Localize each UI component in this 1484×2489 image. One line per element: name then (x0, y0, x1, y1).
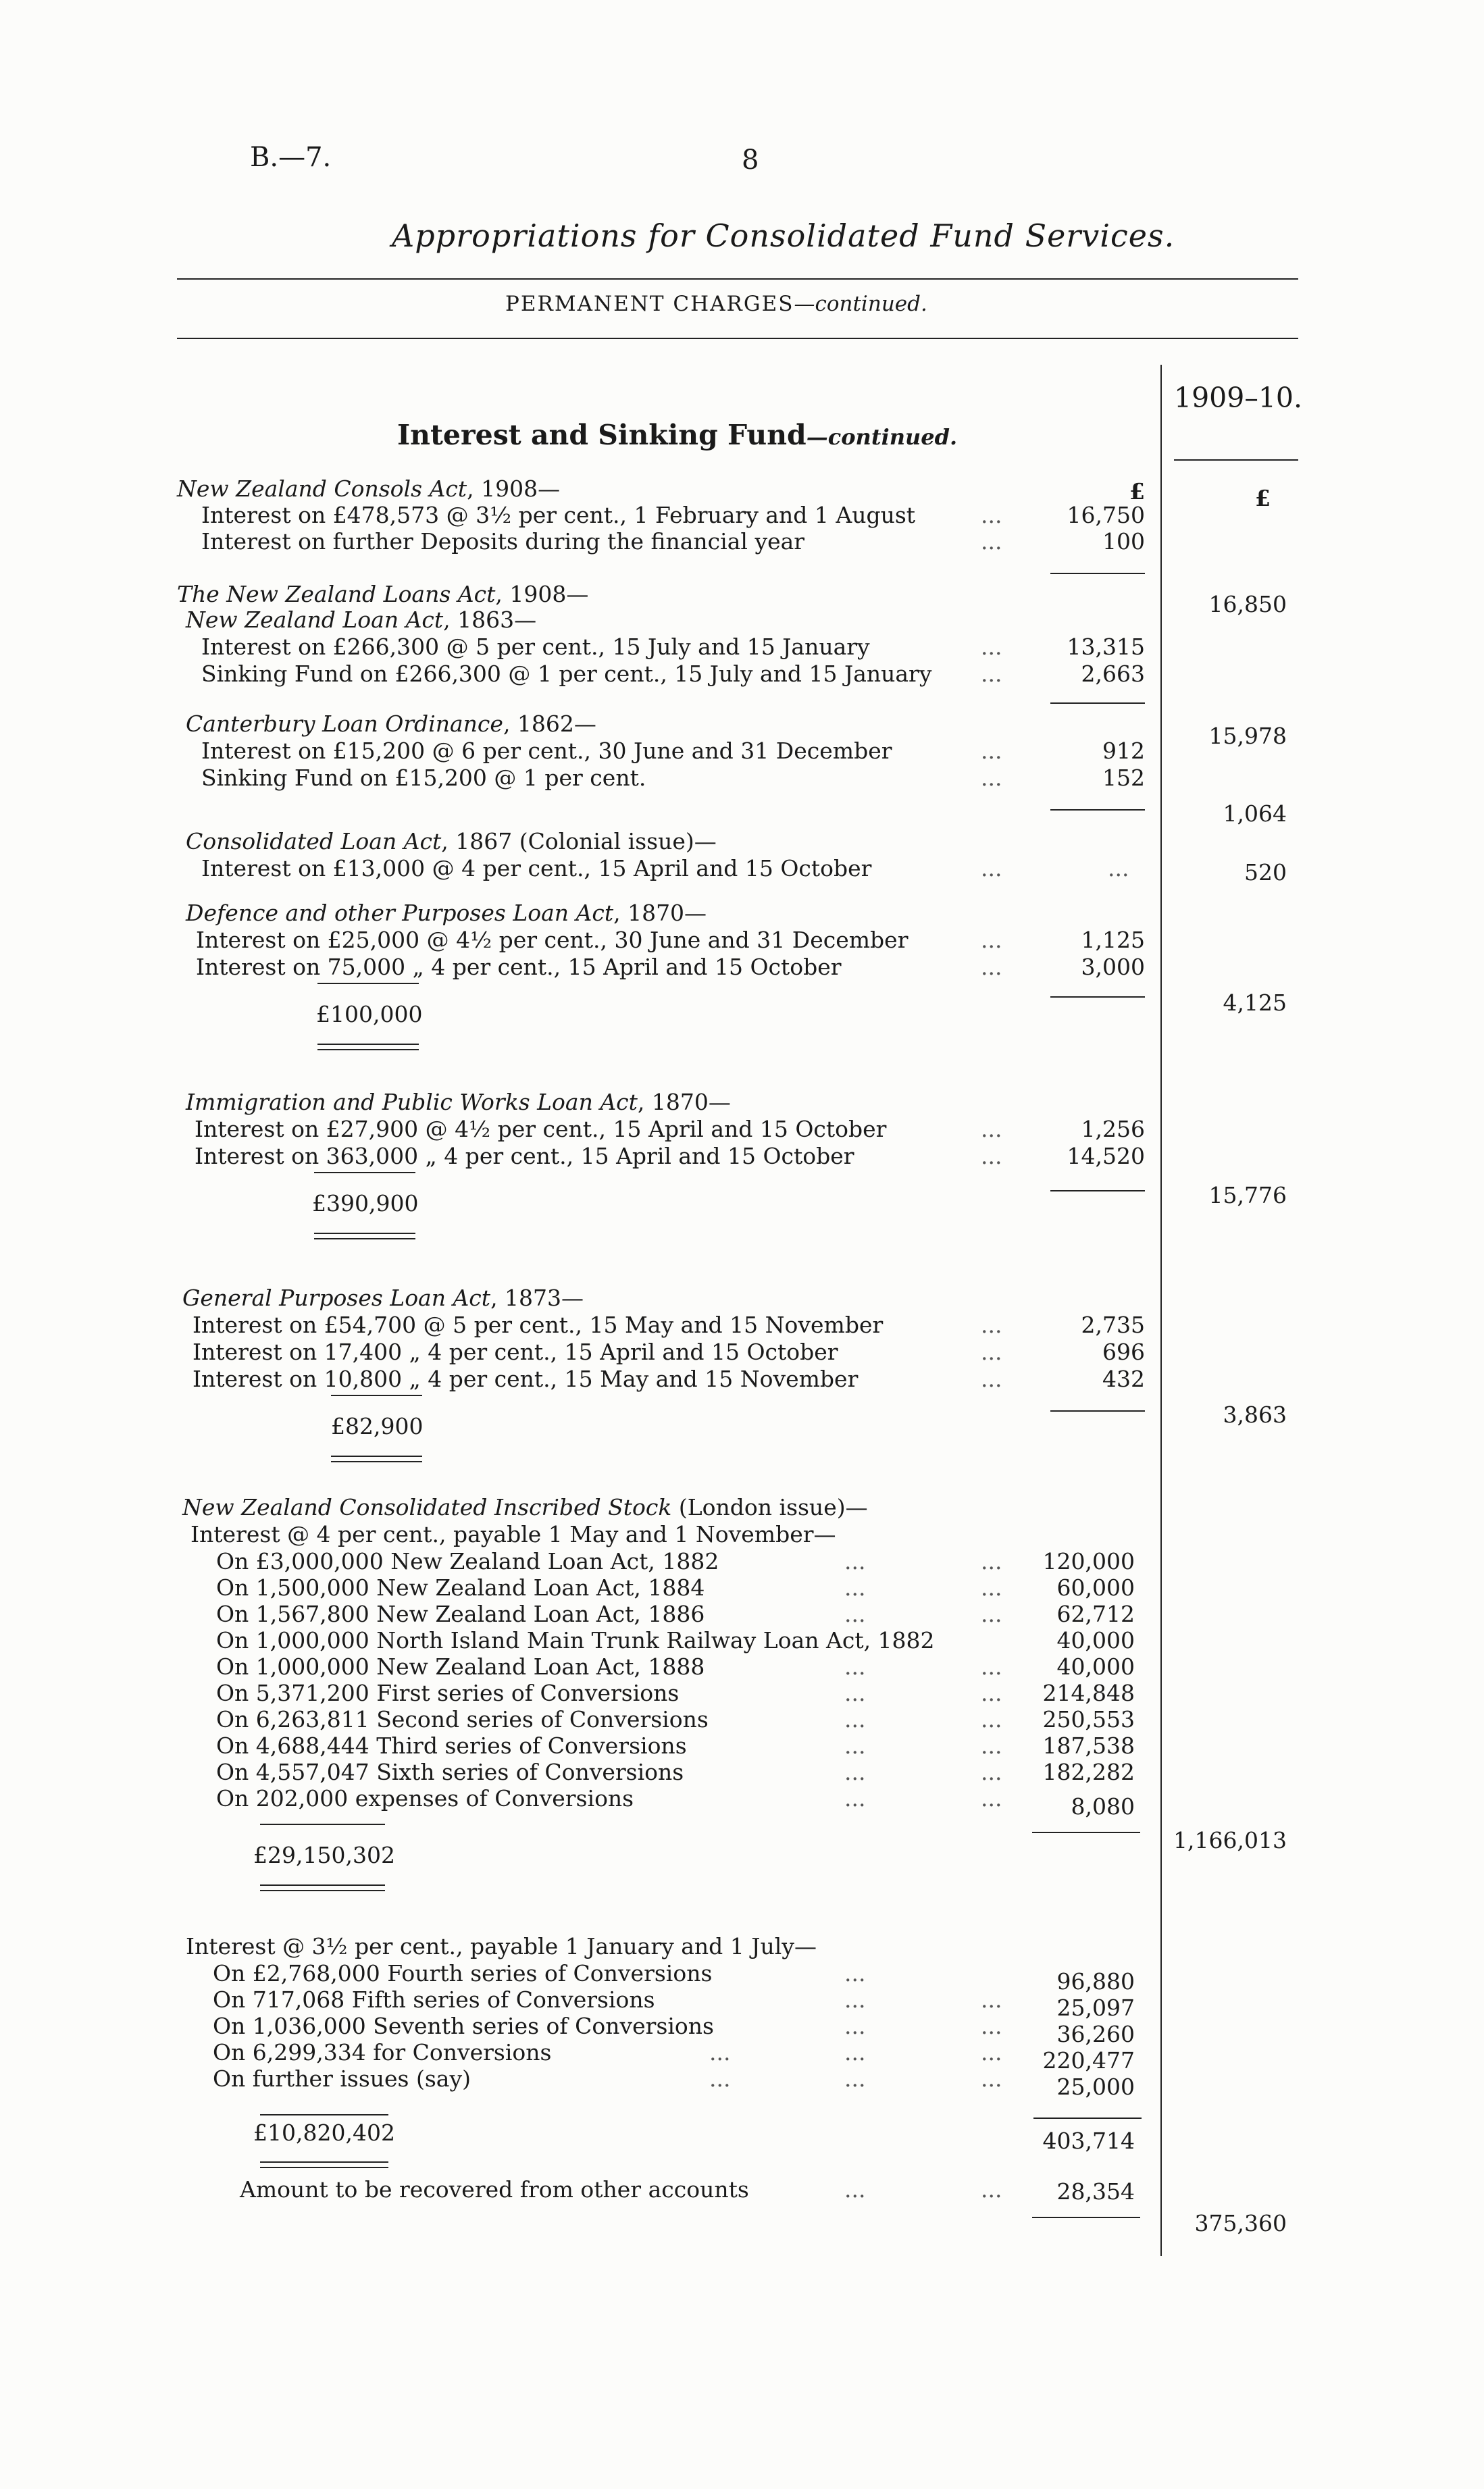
item-amount: 152 (1102, 765, 1145, 791)
stock-amount: 36,260 (1056, 2021, 1135, 2047)
stock-amount: 220,477 (1042, 2047, 1135, 2074)
section-subtitle: PERMANENT CHARGES—continued. (505, 292, 927, 316)
block-total: 4,125 (1223, 990, 1287, 1016)
principal-rule-bottom (317, 1049, 419, 1050)
rule-subtitle (177, 338, 1298, 339)
item-line: Interest on £27,900 @ 4½ per cent., 15 April and 15 October (195, 1116, 887, 1142)
leader-dots: ... (981, 1312, 1002, 1338)
recovery-line: Amount to be recovered from other accounts (240, 2176, 749, 2203)
leader-dots: ... (844, 2013, 866, 2039)
leader-dots: ... (981, 1785, 1002, 1812)
leader-dots: ... (981, 1680, 1002, 1706)
item-amount: 16,750 (1067, 502, 1145, 528)
subtotal-rule (1050, 809, 1145, 811)
principal-rule-top (314, 1172, 415, 1173)
item-line: Interest on 17,400 „ 4 per cent., 15 April and 15 October (193, 1339, 838, 1365)
principal-rule-bottom (260, 1884, 385, 1886)
stock-amount: 40,000 (1056, 1653, 1135, 1680)
principal-rule-top (331, 1395, 422, 1396)
leader-dots: ... (844, 1574, 866, 1601)
act-heading: The New Zealand Loans Act, 1908— (177, 581, 589, 607)
leader-dots: ... (844, 1733, 866, 1759)
principal-rule-bottom (314, 1238, 415, 1239)
leader-dots: ... (981, 661, 1002, 687)
item-amount: 1,256 (1081, 1116, 1145, 1142)
item-line: Interest on £478,573 @ 3½ per cent., 1 February and 1 August (201, 502, 916, 528)
stock-amount: 250,553 (1042, 1706, 1135, 1733)
block-total: 520 (1244, 859, 1287, 886)
leader-dots: ... (981, 855, 1002, 881)
stock-amount: 187,538 (1042, 1733, 1135, 1759)
stock-line: On 717,068 Fifth series of Conversions (213, 1986, 655, 2013)
leader-dots: ... (709, 2039, 731, 2065)
item-line: Sinking Fund on £266,300 @ 1 per cent., 15 July and 15 January (201, 661, 932, 687)
item-amount: 912 (1102, 738, 1145, 764)
leader-dots: ... (844, 1986, 866, 2013)
leader-dots: ... (844, 1785, 866, 1812)
stock-amount: 214,848 (1042, 1680, 1135, 1706)
leader-dots: ... (844, 2176, 866, 2203)
leader-dots: ... (844, 1706, 866, 1733)
stock-line: On 6,299,334 for Conversions (213, 2039, 552, 2065)
leader-dots: ... (844, 1960, 866, 1986)
leader-dots: ... (981, 2176, 1002, 2203)
leader-dots: ... (981, 1548, 1002, 1574)
leader-dots: ... (844, 2065, 866, 2092)
item-line: Interest on 75,000 „ 4 per cent., 15 April and 15 October (196, 954, 842, 980)
recovery-amount: 28,354 (1056, 2178, 1135, 2205)
act-heading: Immigration and Public Works Loan Act, 1870— (186, 1089, 731, 1115)
leader-dots: ... (981, 1986, 1002, 2013)
rule-top (177, 278, 1298, 280)
principal-total: £390,900 (312, 1190, 419, 1216)
subtotal-rule (1050, 573, 1145, 574)
principal-rule-top (260, 2114, 388, 2115)
currency-symbol-year: £ (1255, 485, 1271, 511)
stock-line: On 6,263,811 Second series of Conversions (216, 1706, 709, 1733)
interest-intro: Interest @ 4 per cent., payable 1 May and 1 November— (190, 1521, 836, 1547)
act-heading: New Zealand Consolidated Inscribed Stock (London issue)— (182, 1494, 868, 1520)
leader-dots: ... (844, 1653, 866, 1680)
currency-symbol-subcolumn: £ (1129, 478, 1145, 505)
stock-amount: 25,000 (1056, 2074, 1135, 2100)
principal-rule-bottom (331, 1456, 422, 1457)
column-divider (1160, 365, 1162, 2256)
act-heading: Consolidated Loan Act, 1867 (Colonial issue)— (186, 828, 717, 854)
principal-total: £10,820,402 (253, 2120, 395, 2146)
principal-rule-bottom (260, 2161, 388, 2163)
block-total: 1,166,013 (1173, 1827, 1287, 1853)
leader-dots: ... (981, 2039, 1002, 2065)
act-heading: Canterbury Loan Ordinance, 1862— (186, 711, 596, 737)
stock-line: On 4,557,047 Sixth series of Conversions (216, 1759, 684, 1785)
leader-dots: ... (981, 1116, 1002, 1142)
interest-intro: Interest @ 3½ per cent., payable 1 January and 1 July— (186, 1933, 817, 1959)
principal-total: £82,900 (331, 1413, 424, 1439)
subtotal-rule (1050, 1190, 1145, 1191)
stock-line: On £2,768,000 Fourth series of Conversions (213, 1960, 713, 1986)
subtotal-rule (1032, 2217, 1140, 2218)
principal-total: £100,000 (316, 1001, 423, 1027)
principal-rule-bottom (260, 2167, 388, 2168)
item-amount: 3,000 (1081, 954, 1145, 980)
stock-line: On 5,371,200 First series of Conversions (216, 1680, 680, 1706)
stock-line: On 1,000,000 North Island Main Trunk Railway Loan Act, 1882 (216, 1627, 935, 1653)
stock-amount: 96,880 (1056, 1968, 1135, 1995)
item-line: Interest on 10,800 „ 4 per cent., 15 May and 15 November (193, 1366, 859, 1392)
document-reference: B.—7. (250, 142, 332, 173)
item-amount: 2,663 (1081, 661, 1145, 687)
leader-dots: ... (981, 2065, 1002, 2092)
leader-dots: ... (981, 738, 1002, 764)
leader-dots: ... (1108, 855, 1129, 881)
principal-rule-bottom (317, 1044, 419, 1045)
item-line: Interest on further Deposits during the financial year (201, 528, 805, 555)
leader-dots: ... (844, 1680, 866, 1706)
principal-rule-bottom (260, 1890, 385, 1891)
subtotal-rule (1032, 1832, 1140, 1833)
block-total: 3,863 (1223, 1402, 1287, 1428)
subtotal-rule (1033, 2118, 1142, 2119)
block-total: 1,064 (1223, 800, 1287, 827)
act-heading: General Purposes Loan Act, 1873— (182, 1285, 584, 1311)
item-line: Interest on £266,300 @ 5 per cent., 15 July and 15 January (201, 634, 870, 660)
stock-line: On further issues (say) (213, 2065, 471, 2092)
principal-rule-top (260, 1824, 385, 1825)
principal-rule-bottom (314, 1233, 415, 1234)
stock-line: On 1,567,800 New Zealand Loan Act, 1886 (216, 1601, 705, 1627)
item-line: Interest on £25,000 @ 4½ per cent., 30 June and 31 December (196, 927, 909, 953)
leader-dots: ... (981, 2013, 1002, 2039)
item-line: Interest on 363,000 „ 4 per cent., 15 April and 15 October (195, 1143, 854, 1169)
leader-dots: ... (981, 1601, 1002, 1627)
column-year-heading: 1909–10. (1174, 382, 1303, 414)
leader-dots: ... (844, 1548, 866, 1574)
leader-dots: ... (981, 1759, 1002, 1785)
act-heading: Defence and other Purposes Loan Act, 1870— (186, 900, 707, 926)
act-heading: New Zealand Consols Act, 1908— (177, 476, 561, 502)
leader-dots: ... (844, 1601, 866, 1627)
page-title: Appropriations for Consolidated Fund Services. (392, 217, 1175, 254)
stock-line: On 4,688,444 Third series of Conversions (216, 1733, 687, 1759)
leader-dots: ... (844, 2039, 866, 2065)
leader-dots: ... (981, 1143, 1002, 1169)
principal-total: £29,150,302 (253, 1842, 395, 1868)
leader-dots: ... (981, 1574, 1002, 1601)
stock-amount: 40,000 (1056, 1627, 1135, 1653)
subtotal-rule (1050, 996, 1145, 998)
item-amount: 1,125 (1081, 927, 1145, 953)
leader-dots: ... (709, 2065, 731, 2092)
year-heading-rule (1174, 459, 1298, 461)
subtotal-rule (1050, 1410, 1145, 1412)
principal-rule-top (317, 983, 419, 984)
leader-dots: ... (981, 1706, 1002, 1733)
stock-amount: 8,080 (1071, 1793, 1135, 1820)
stock-line: On £3,000,000 New Zealand Loan Act, 1882 (216, 1548, 719, 1574)
item-amount: 13,315 (1067, 634, 1145, 660)
leader-dots: ... (981, 765, 1002, 791)
stock-amount: 62,712 (1056, 1601, 1135, 1627)
section-heading: Interest and Sinking Fund—continued. (397, 419, 958, 451)
leader-dots: ... (981, 1366, 1002, 1392)
principal-rule-bottom (331, 1461, 422, 1462)
block-total: 15,978 (1208, 723, 1287, 749)
stock-amount: 182,282 (1042, 1759, 1135, 1785)
stock-line: On 202,000 expenses of Conversions (216, 1785, 634, 1812)
item-amount: 432 (1102, 1366, 1145, 1392)
item-amount: 696 (1102, 1339, 1145, 1365)
item-amount: 2,735 (1081, 1312, 1145, 1338)
item-amount: 14,520 (1067, 1143, 1145, 1169)
block-total: 16,850 (1208, 591, 1287, 617)
leader-dots: ... (844, 1759, 866, 1785)
leader-dots: ... (981, 1733, 1002, 1759)
item-line: Interest on £54,700 @ 5 per cent., 15 May and 15 November (193, 1312, 884, 1338)
subtotal-rule (1050, 702, 1145, 704)
item-amount: 100 (1102, 528, 1145, 555)
leader-dots: ... (981, 634, 1002, 660)
block-total: 15,776 (1208, 1182, 1287, 1208)
item-line: Interest on £15,200 @ 6 per cent., 30 June and 31 December (201, 738, 892, 764)
leader-dots: ... (981, 1653, 1002, 1680)
leader-dots: ... (981, 1339, 1002, 1365)
leader-dots: ... (981, 528, 1002, 555)
stock-line: On 1,036,000 Seventh series of Conversions (213, 2013, 714, 2039)
block-total: 375,360 (1194, 2210, 1287, 2236)
page-number: 8 (742, 145, 759, 176)
leader-dots: ... (981, 954, 1002, 980)
stock-line: On 1,000,000 New Zealand Loan Act, 1888 (216, 1653, 705, 1680)
leader-dots: ... (981, 502, 1002, 528)
act-subheading: New Zealand Loan Act, 1863— (186, 607, 537, 633)
stock-line: On 1,500,000 New Zealand Loan Act, 1884 (216, 1574, 705, 1601)
item-line: Interest on £13,000 @ 4 per cent., 15 April and 15 October (201, 855, 872, 881)
item-line: Sinking Fund on £15,200 @ 1 per cent. (201, 765, 646, 791)
stock-amount: 25,097 (1056, 1995, 1135, 2021)
block-subtotal: 403,714 (1042, 2128, 1135, 2154)
stock-amount: 60,000 (1056, 1574, 1135, 1601)
stock-amount: 120,000 (1042, 1548, 1135, 1574)
leader-dots: ... (981, 927, 1002, 953)
